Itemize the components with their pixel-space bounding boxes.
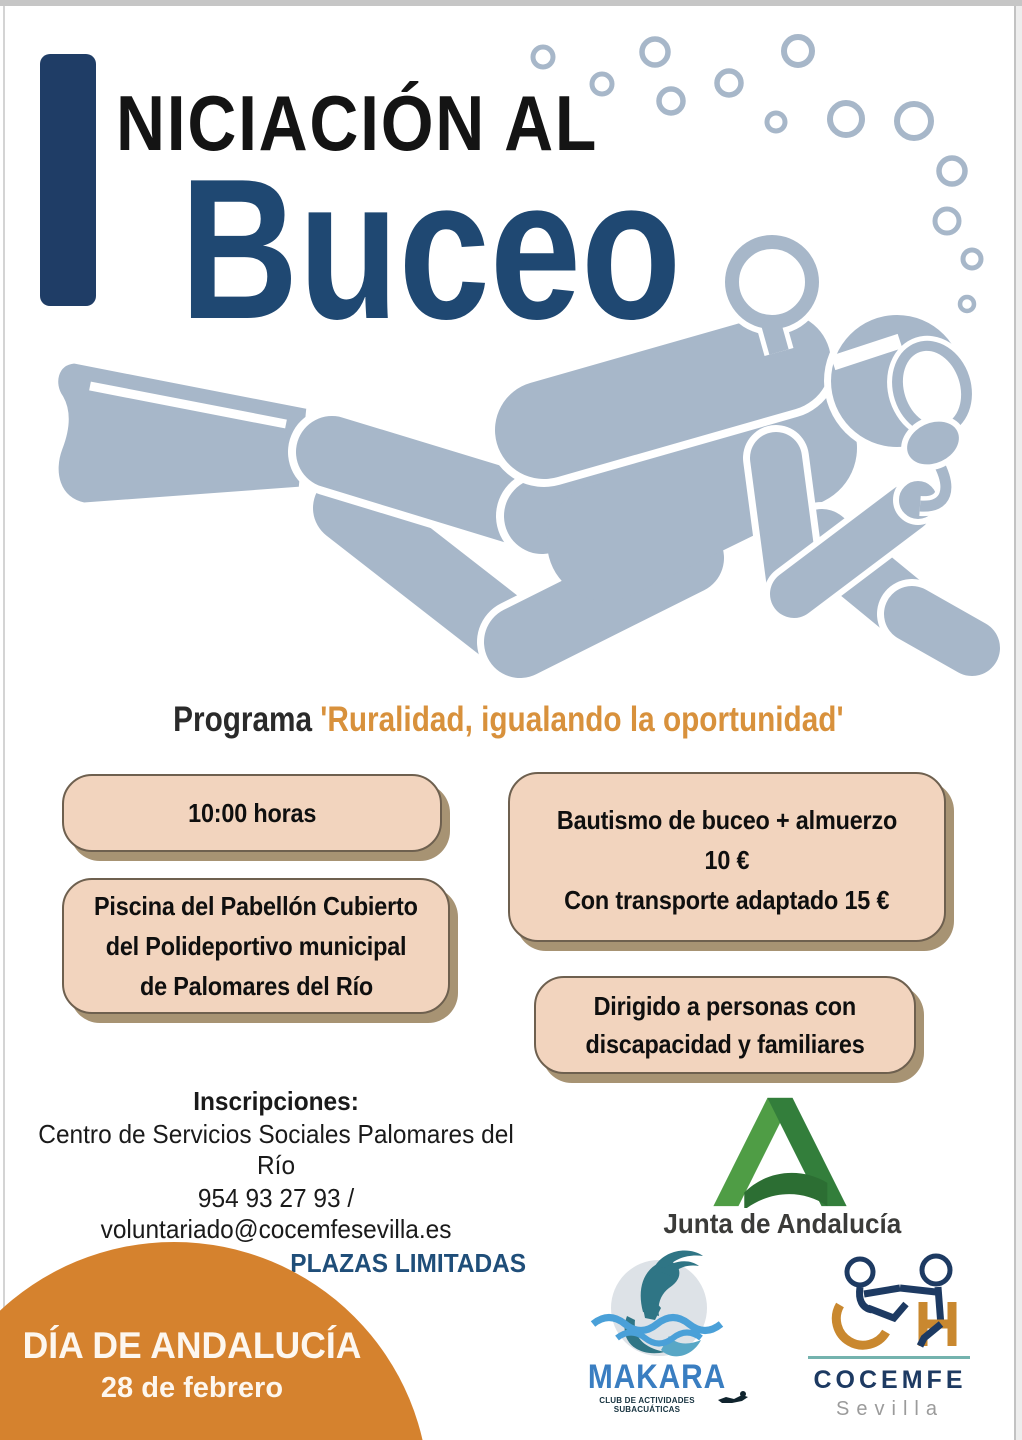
drop-cap-i xyxy=(40,54,96,306)
price-line-1: Bautismo de buceo + almuerzo xyxy=(556,805,898,835)
cocemfe-name: COCEMFE xyxy=(813,1366,967,1394)
info-box-price xyxy=(508,772,946,942)
makara-tagline: CLUB DE ACTIVIDADES SUBACUÁTICAS xyxy=(599,1396,695,1414)
junta-de-andalucia-logo-icon xyxy=(705,1096,855,1208)
makara-name: MAKARA xyxy=(587,1358,727,1396)
time-text: 10:00 horas xyxy=(187,797,317,828)
audience-line-1: Dirigido a personas con xyxy=(593,991,857,1021)
info-box-place xyxy=(62,878,450,1014)
place-line-1: Piscina del Pabellón Cubierto xyxy=(94,891,418,921)
audience-line-2: discapacidad y familiares xyxy=(585,1029,865,1059)
event-badge-title: DÍA DE ANDALUCÍA xyxy=(22,1325,362,1366)
price-line-2: 10 € xyxy=(704,845,750,875)
program-prefix: Programa xyxy=(172,700,320,739)
info-box-time xyxy=(62,774,442,852)
title-line1: NICIACIÓN AL xyxy=(116,79,599,167)
info-box-audience xyxy=(534,976,916,1074)
cocemfe-logo-icon xyxy=(810,1250,970,1350)
inscriptions-block xyxy=(26,1086,526,1279)
junta-de-andalucia-label: Junta de Andalucía xyxy=(663,1208,902,1239)
inscriptions-note: PLAZAS LIMITADAS xyxy=(290,1248,527,1278)
title-line2: Buceo xyxy=(180,138,682,361)
inscriptions-heading: Inscripciones: xyxy=(193,1086,359,1116)
price-line-3: Con transporte adaptado 15 € xyxy=(564,885,890,915)
cocemfe-divider xyxy=(808,1356,970,1359)
inscriptions-contact: 954 93 27 93 / voluntariado@cocemfesevilla.es xyxy=(100,1183,452,1244)
program-line xyxy=(0,698,1016,742)
cocemfe-sub: Sevilla xyxy=(836,1398,944,1420)
event-badge-date: 28 de febrero xyxy=(100,1372,284,1404)
place-line-2: del Polideportivo municipal xyxy=(105,931,407,961)
makara-small-diver-icon xyxy=(716,1388,750,1408)
makara-logo-icon xyxy=(577,1246,737,1362)
inscriptions-address: Centro de Servicios Sociales Palomares del Río xyxy=(38,1119,514,1180)
place-line-3: de Palomares del Río xyxy=(139,971,373,1001)
program-highlight: 'Ruralidad, igualando la oportunidad' xyxy=(319,700,844,739)
